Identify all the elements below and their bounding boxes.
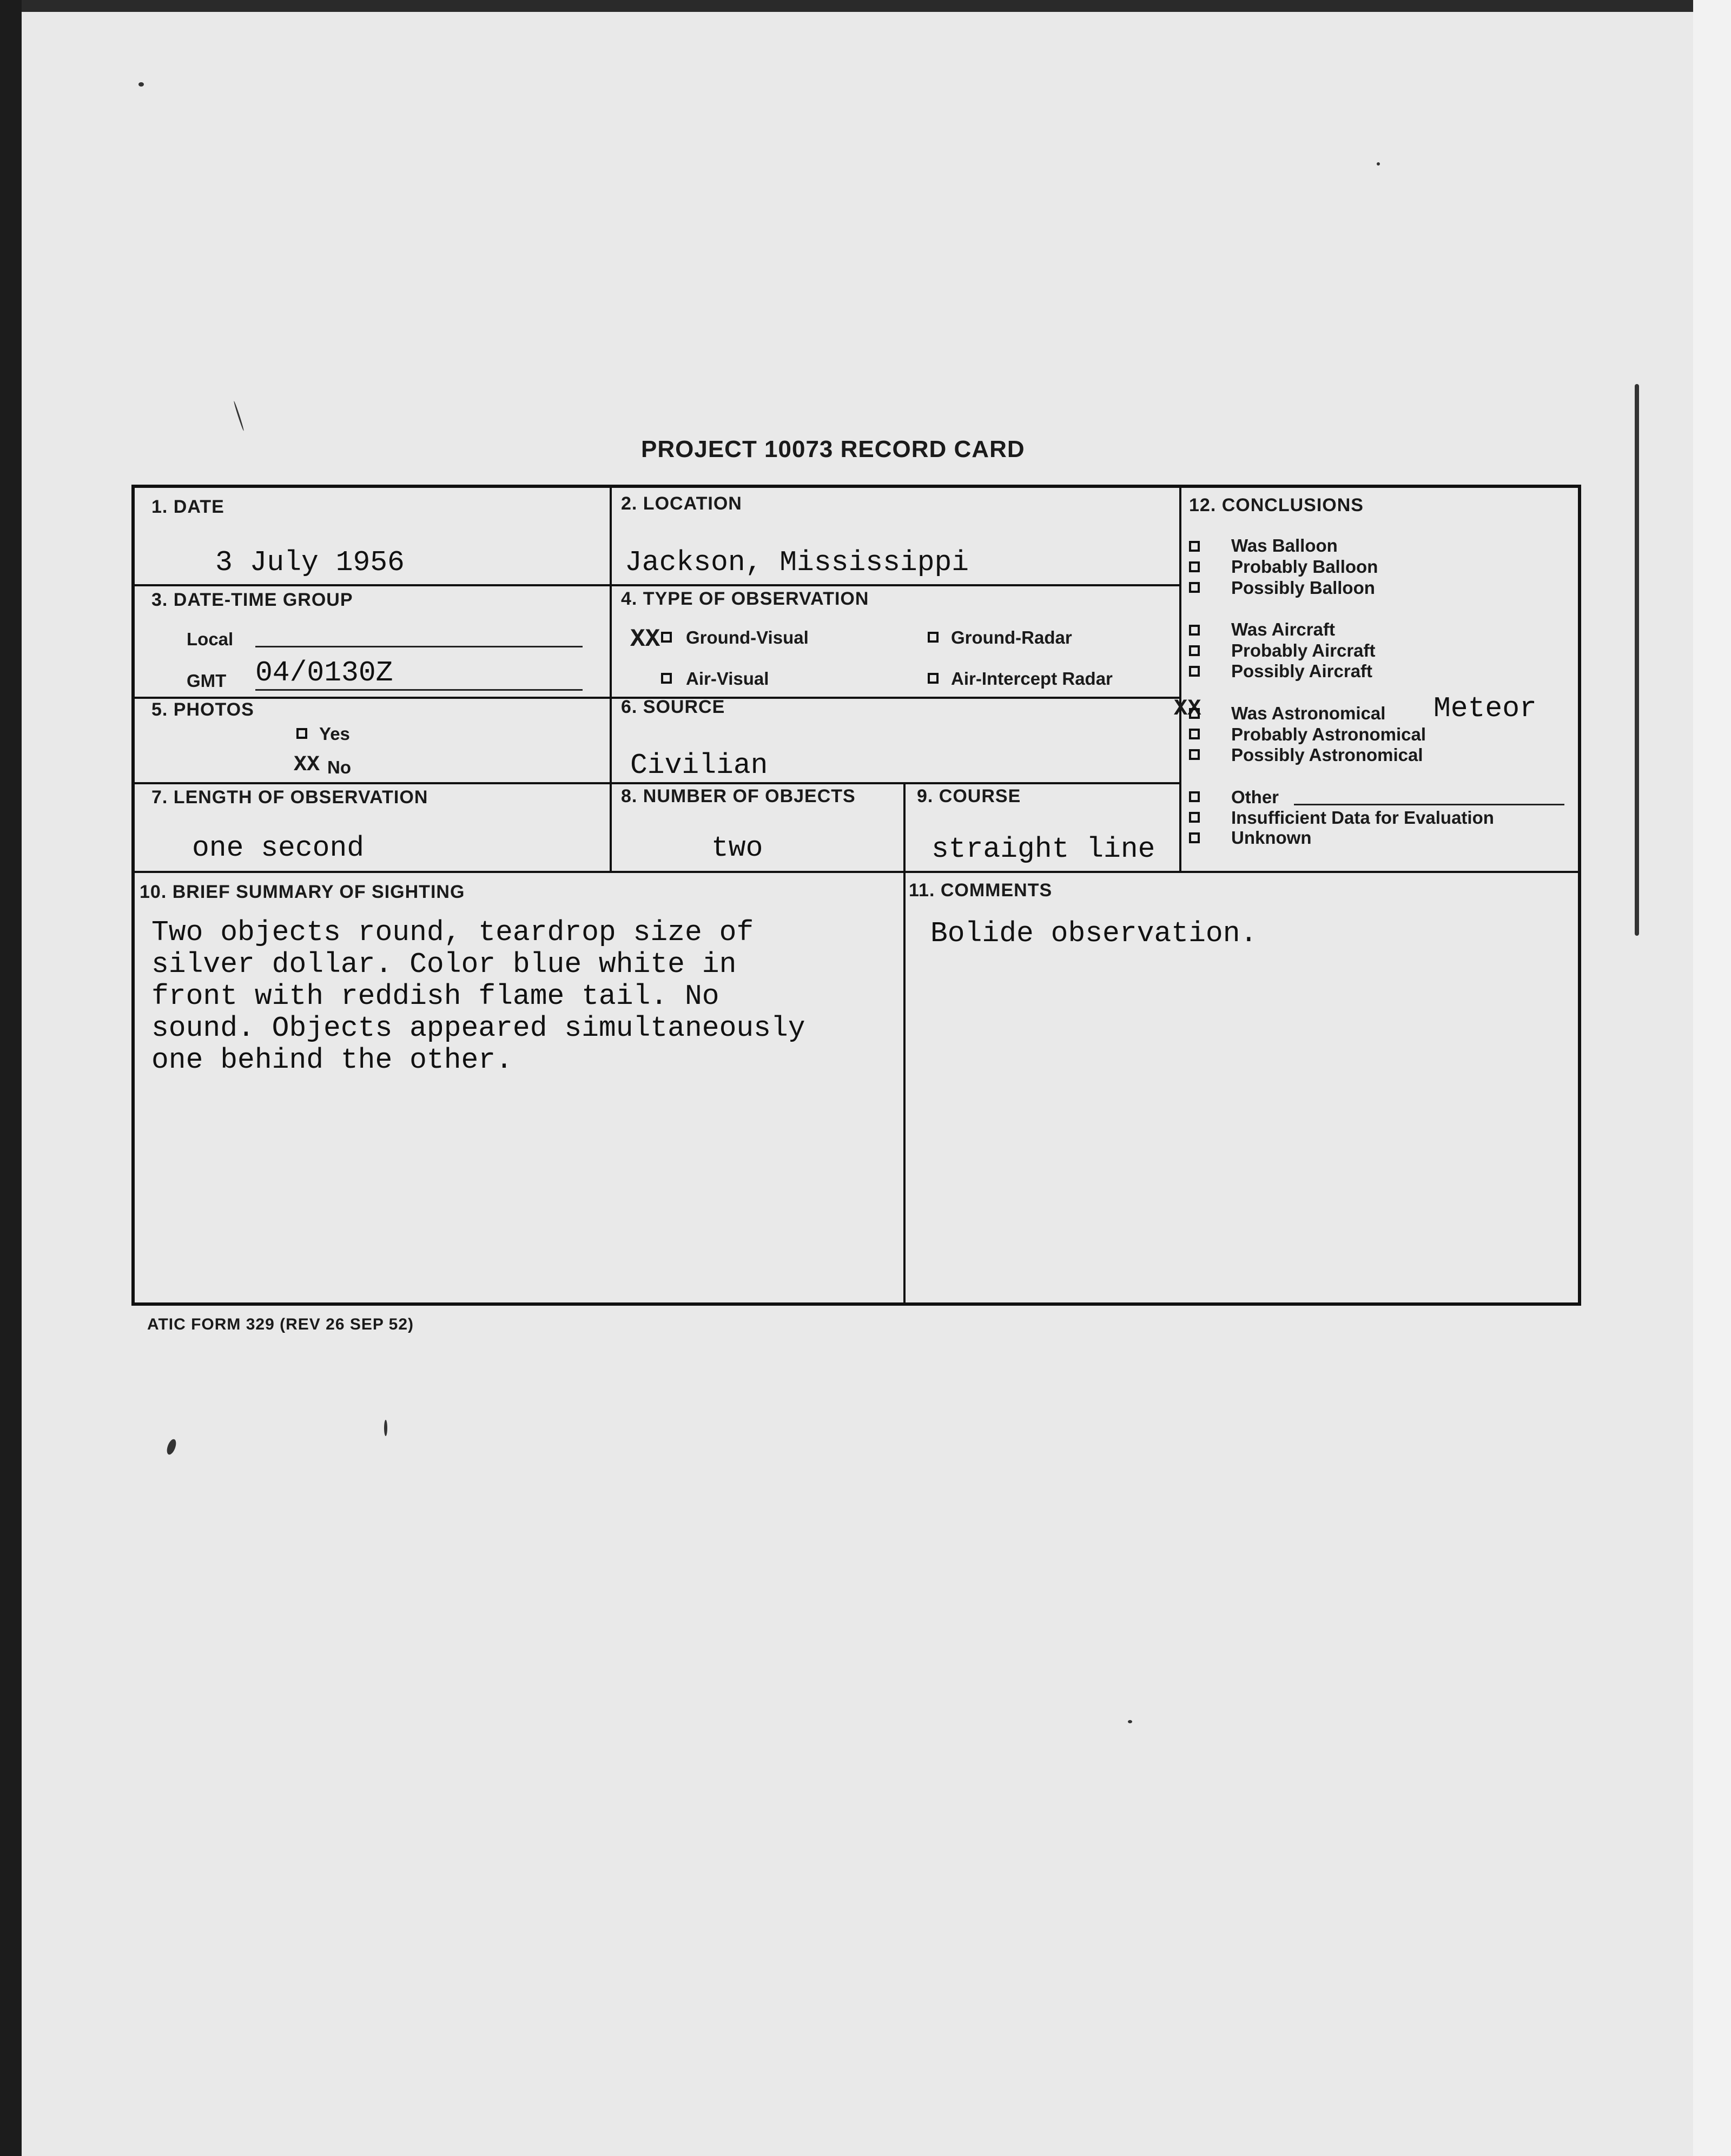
photos-no-mark: XX bbox=[294, 753, 320, 777]
conclusion-other: Other bbox=[1231, 787, 1279, 807]
source-value: Civilian bbox=[630, 749, 768, 782]
location-value: Jackson, Mississippi bbox=[625, 546, 969, 579]
air-visual-checkbox bbox=[661, 673, 672, 684]
number-of-objects-value: two bbox=[711, 832, 763, 864]
length-of-observation-value: one second bbox=[192, 832, 365, 864]
conclusion-checkbox bbox=[1189, 625, 1200, 636]
local-time-underline bbox=[255, 646, 583, 647]
grid-line bbox=[1179, 488, 1181, 872]
ground-visual-checkbox bbox=[661, 632, 672, 643]
card-title: PROJECT 10073 RECORD CARD bbox=[641, 436, 1025, 462]
conclusion-checkbox bbox=[1189, 729, 1200, 739]
film-edge-top bbox=[0, 0, 1731, 12]
date-time-group-label: 3. DATE-TIME GROUP bbox=[151, 590, 353, 610]
local-time-label: Local bbox=[187, 629, 234, 649]
conclusion-possibly-balloon: Possibly Balloon bbox=[1231, 578, 1375, 598]
summary-line: silver dollar. Color blue white in bbox=[151, 948, 737, 981]
conclusion-insufficient-data: Insufficient Data for Evaluation bbox=[1231, 808, 1494, 828]
ground-visual-option: Ground-Visual bbox=[686, 627, 809, 647]
summary-line: sound. Objects appeared simultaneously bbox=[151, 1012, 805, 1044]
film-edge-left bbox=[0, 0, 22, 2156]
conclusion-checkbox bbox=[1189, 708, 1200, 719]
grid-line bbox=[903, 783, 906, 872]
summary-line: Two objects round, teardrop size of bbox=[151, 916, 754, 949]
gmt-value: 04/0130Z bbox=[255, 657, 393, 689]
summary-label: 10. BRIEF SUMMARY OF SIGHTING bbox=[140, 882, 465, 902]
conclusions-label: 12. CONCLUSIONS bbox=[1189, 495, 1364, 515]
conclusion-probably-balloon: Probably Balloon bbox=[1231, 557, 1378, 577]
summary-line: one behind the other. bbox=[151, 1044, 513, 1076]
conclusion-was-balloon: Was Balloon bbox=[1231, 535, 1338, 555]
conclusion-checkbox bbox=[1189, 645, 1200, 656]
conclusion-checkbox bbox=[1189, 832, 1200, 843]
date-label: 1. DATE bbox=[151, 497, 224, 517]
air-visual-option: Air-Visual bbox=[686, 669, 769, 689]
comments-label: 11. COMMENTS bbox=[909, 880, 1053, 901]
scan-speck bbox=[1128, 1720, 1132, 1723]
grid-line bbox=[135, 782, 1180, 784]
scan-line bbox=[1635, 384, 1639, 936]
conclusion-possibly-aircraft: Possibly Aircraft bbox=[1231, 661, 1373, 681]
length-of-observation-label: 7. LENGTH OF OBSERVATION bbox=[151, 787, 428, 808]
conclusion-other-underline bbox=[1294, 804, 1564, 805]
conclusion-possibly-astronomical: Possibly Astronomical bbox=[1231, 745, 1423, 765]
was-astronomical-mark: XX bbox=[1174, 696, 1201, 722]
scan-speck bbox=[1377, 162, 1380, 166]
conclusion-unknown: Unknown bbox=[1231, 828, 1312, 848]
gmt-label: GMT bbox=[187, 671, 227, 691]
comments-value: Bolide observation. bbox=[930, 917, 1258, 950]
air-intercept-radar-option: Air-Intercept Radar bbox=[951, 669, 1113, 689]
photos-yes-checkbox bbox=[296, 728, 307, 739]
grid-line bbox=[135, 871, 1578, 873]
source-label: 6. SOURCE bbox=[621, 697, 725, 717]
type-of-observation-label: 4. TYPE OF OBSERVATION bbox=[621, 588, 869, 609]
photos-label: 5. PHOTOS bbox=[151, 699, 254, 720]
photos-yes-option: Yes bbox=[319, 724, 350, 744]
scan-speck bbox=[384, 1420, 387, 1436]
conclusion-checkbox bbox=[1189, 749, 1200, 760]
course-value: straight line bbox=[931, 833, 1155, 865]
ground-radar-checkbox bbox=[928, 632, 939, 643]
conclusion-checkbox bbox=[1189, 541, 1200, 552]
date-value: 3 July 1956 bbox=[215, 546, 405, 579]
grid-line bbox=[610, 488, 612, 871]
course-label: 9. COURSE bbox=[917, 786, 1021, 806]
astronomical-note: Meteor bbox=[1433, 692, 1537, 725]
conclusion-probably-astronomical: Probably Astronomical bbox=[1231, 724, 1426, 744]
grid-line bbox=[135, 584, 1180, 586]
location-label: 2. LOCATION bbox=[621, 493, 742, 514]
number-of-objects-label: 8. NUMBER OF OBJECTS bbox=[621, 786, 856, 806]
summary-line: front with reddish flame tail. No bbox=[151, 980, 719, 1013]
air-intercept-radar-checkbox bbox=[928, 673, 939, 684]
scan-speck bbox=[138, 82, 144, 87]
conclusion-checkbox bbox=[1189, 582, 1200, 593]
film-edge-right bbox=[1693, 0, 1731, 2156]
conclusion-was-aircraft: Was Aircraft bbox=[1231, 619, 1335, 639]
ground-visual-mark: XX bbox=[630, 625, 660, 653]
conclusion-checkbox bbox=[1189, 666, 1200, 677]
conclusion-was-astronomical: Was Astronomical bbox=[1231, 703, 1386, 723]
conclusion-probably-aircraft: Probably Aircraft bbox=[1231, 640, 1376, 660]
form-id: ATIC FORM 329 (REV 26 SEP 52) bbox=[147, 1315, 414, 1333]
gmt-underline bbox=[255, 689, 583, 691]
conclusion-checkbox bbox=[1189, 812, 1200, 823]
conclusion-checkbox bbox=[1189, 561, 1200, 572]
conclusion-checkbox bbox=[1189, 791, 1200, 802]
photos-no-option: No bbox=[327, 757, 351, 777]
ground-radar-option: Ground-Radar bbox=[951, 627, 1072, 647]
